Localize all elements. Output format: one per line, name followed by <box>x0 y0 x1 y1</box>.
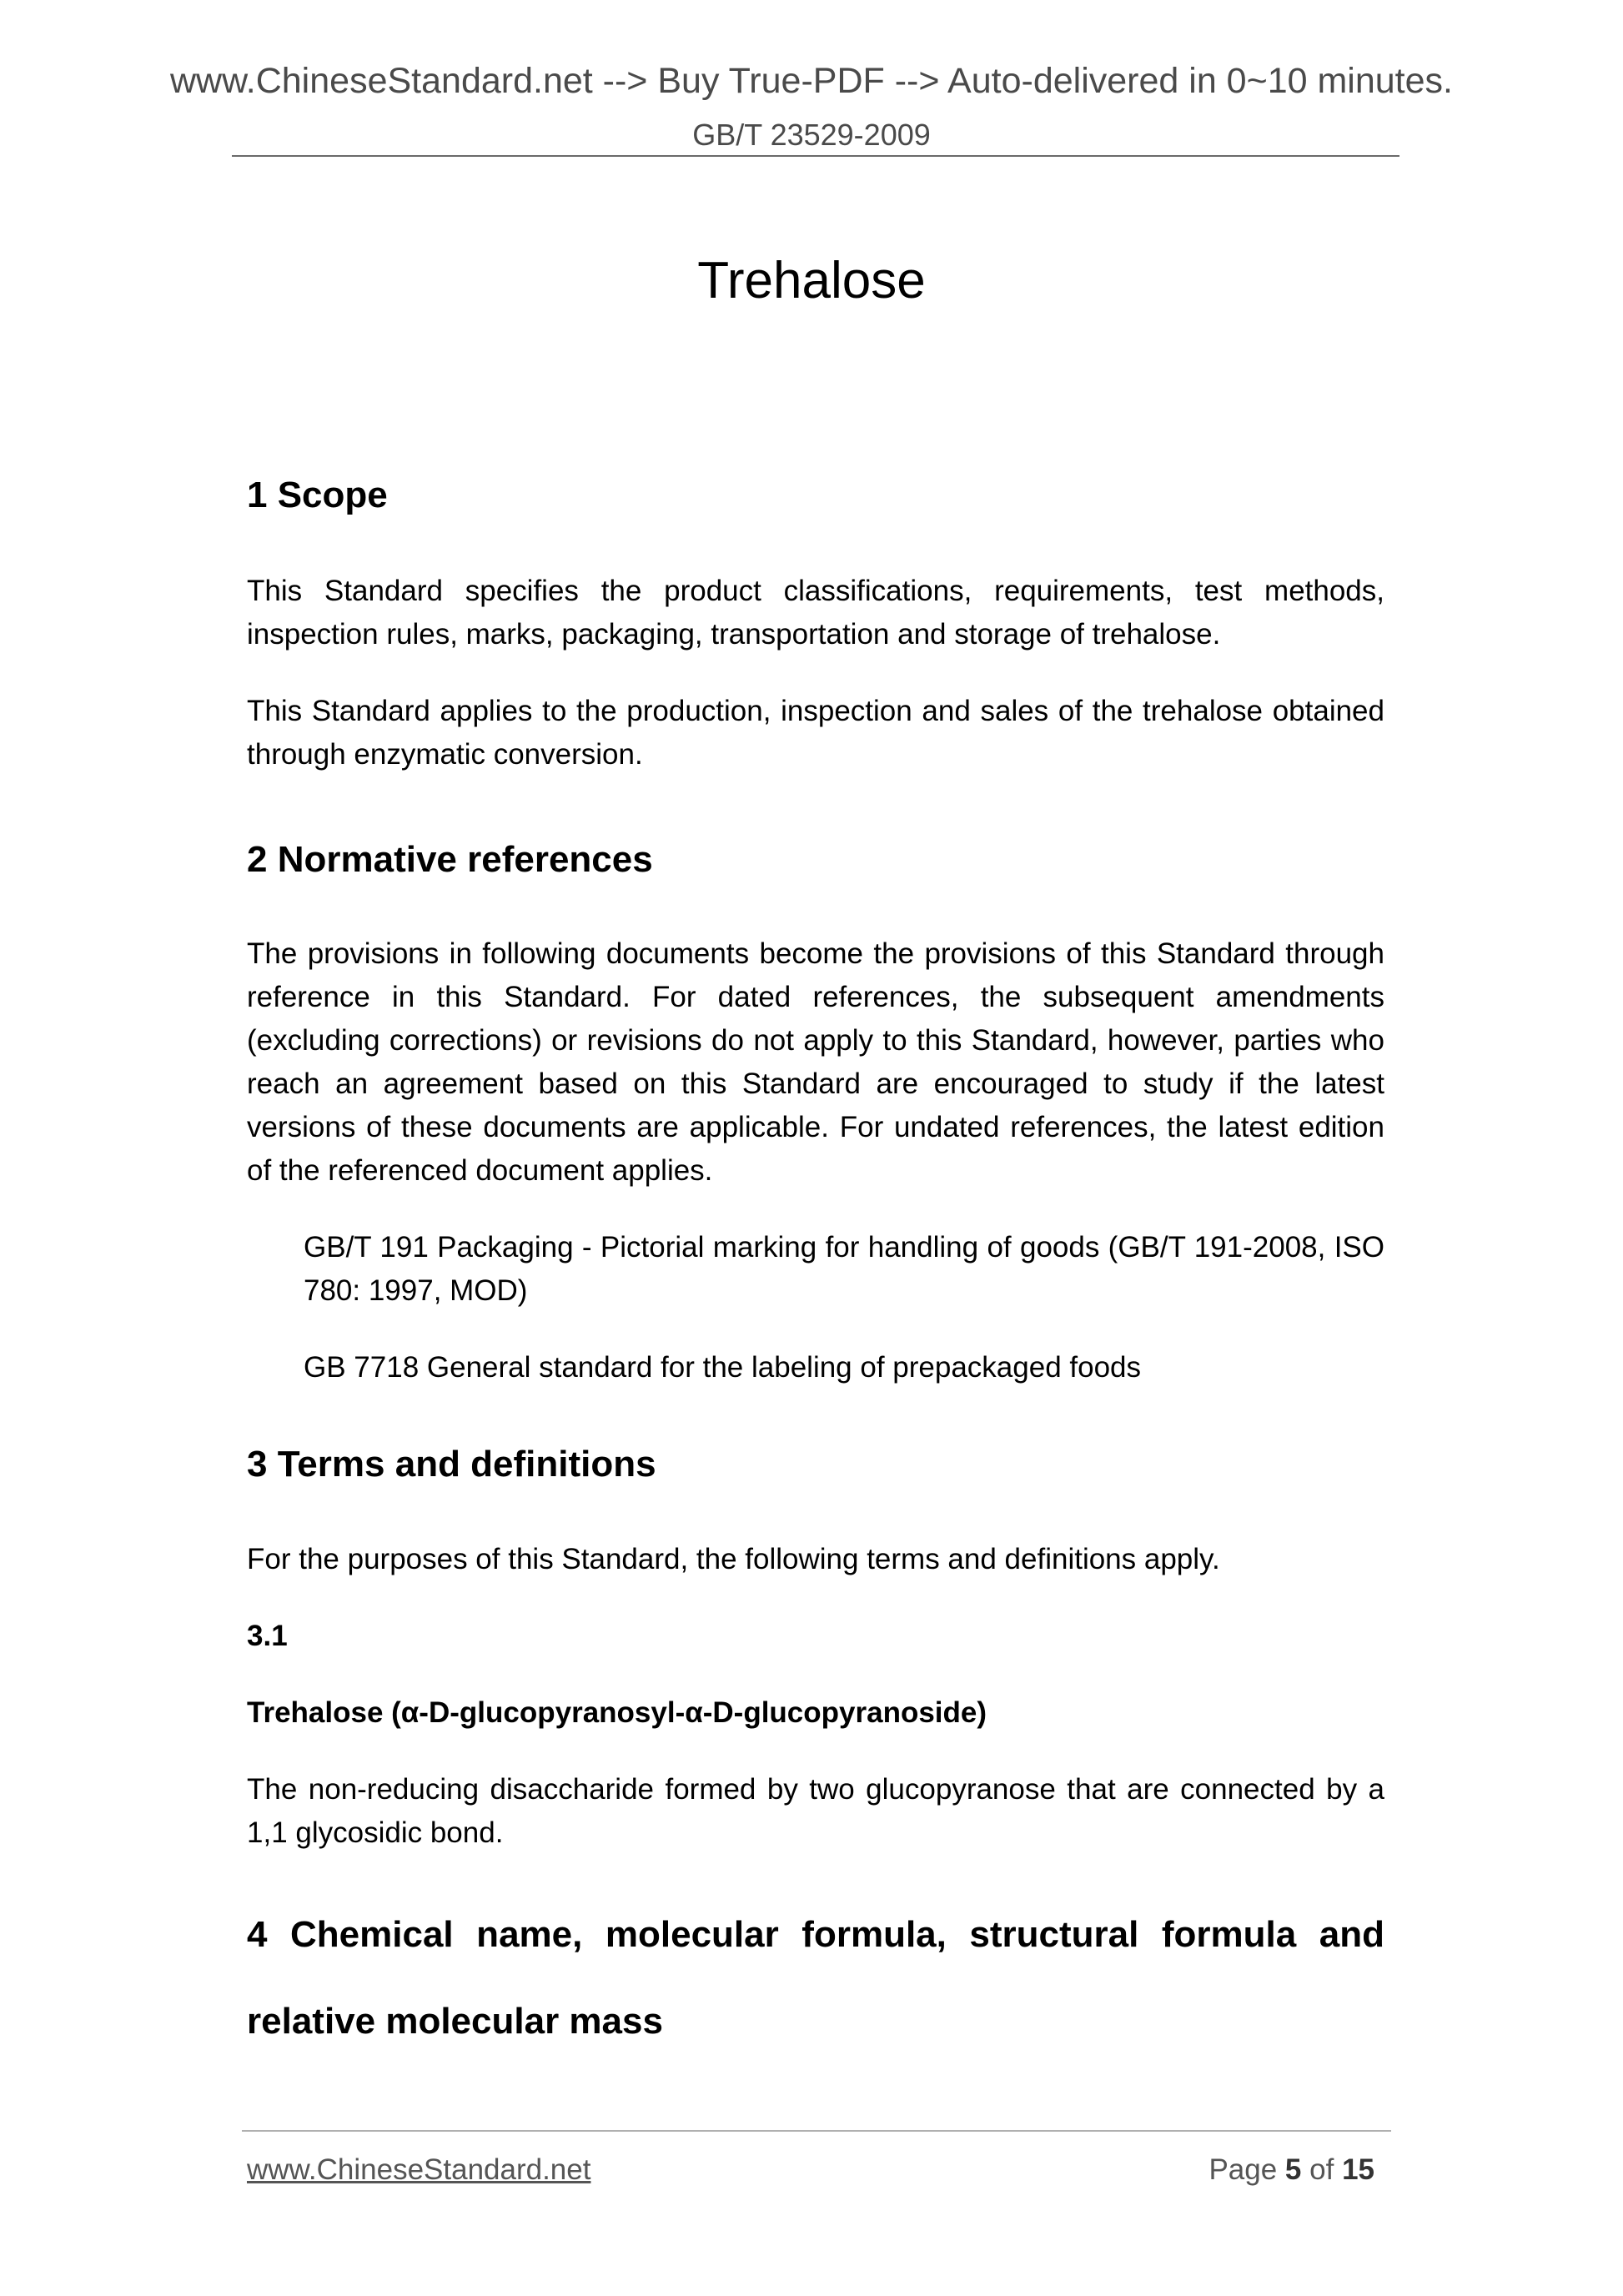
footer-divider <box>242 2130 1391 2132</box>
page-number <box>1208 2153 1374 2188</box>
page-label: Page <box>1208 2153 1278 2186</box>
normative-references-paragraph: The provisions in following documents become the provisions of this Standard through reference in this Standard. For dated references, the subsequent amendments (excluding corrections) or revisions do not apply to this Standard, however, parties who reach an agreement based on this Standard are encouraged to study if the latest versions of these documents are applicable. For undated references, the latest edition of the referenced document applies. <box>247 937 1384 1187</box>
term-number: 3.1 <box>247 1620 288 1653</box>
document-body <box>247 474 1384 2065</box>
reference-item: GB 7718 General standard for the labeling of prepackaged foods <box>304 1350 1142 1384</box>
page-current: 5 <box>1284 2153 1302 2186</box>
page-of-label: of <box>1309 2153 1334 2186</box>
section-heading-scope: 1 Scope <box>247 475 388 515</box>
page-total: 15 <box>1342 2153 1374 2186</box>
term-name: Trehalose (α-D-glucopyranosyl-α-D-glucopyranoside) <box>247 1696 987 1730</box>
scope-paragraph-2: This Standard applies to the production, inspection and sales of the trehalose obtained through enzymatic conversion. <box>247 694 1384 771</box>
term-definition: The non-reducing disaccharide formed by two glucopyranose that are connected by a 1,1 glycosidic bond. <box>247 1773 1384 1850</box>
section-heading-terms: 3 Terms and definitions <box>247 1443 656 1485</box>
section-heading-normative-references: 2 Normative references <box>247 838 653 880</box>
footer-website-link[interactable]: www.ChineseStandard.net <box>247 2153 591 2186</box>
standard-code-header: GB/T 23529-2009 <box>692 118 931 152</box>
terms-intro: For the purposes of this Standard, the following terms and definitions apply. <box>247 1543 1220 1576</box>
section-heading-chemical: 4 Chemical name, molecular formula, structural formula and relative molecular mass <box>247 1914 1384 2042</box>
top-banner: www.ChineseStandard.net --> Buy True-PDF --> Auto-delivered in 0~10 minutes. <box>169 61 1453 101</box>
document-title: Trehalose <box>697 252 926 309</box>
scope-paragraph-1: This Standard specifies the product classifications, requirements, test methods, inspection rules, marks, packaging, transportation and storage of trehalose. <box>247 574 1384 651</box>
reference-item: GB/T 191 Packaging - Pictorial marking for handling of goods (GB/T 191-2008, ISO 780: 1997, MOD) <box>304 1230 1384 1307</box>
header-divider <box>232 155 1399 157</box>
